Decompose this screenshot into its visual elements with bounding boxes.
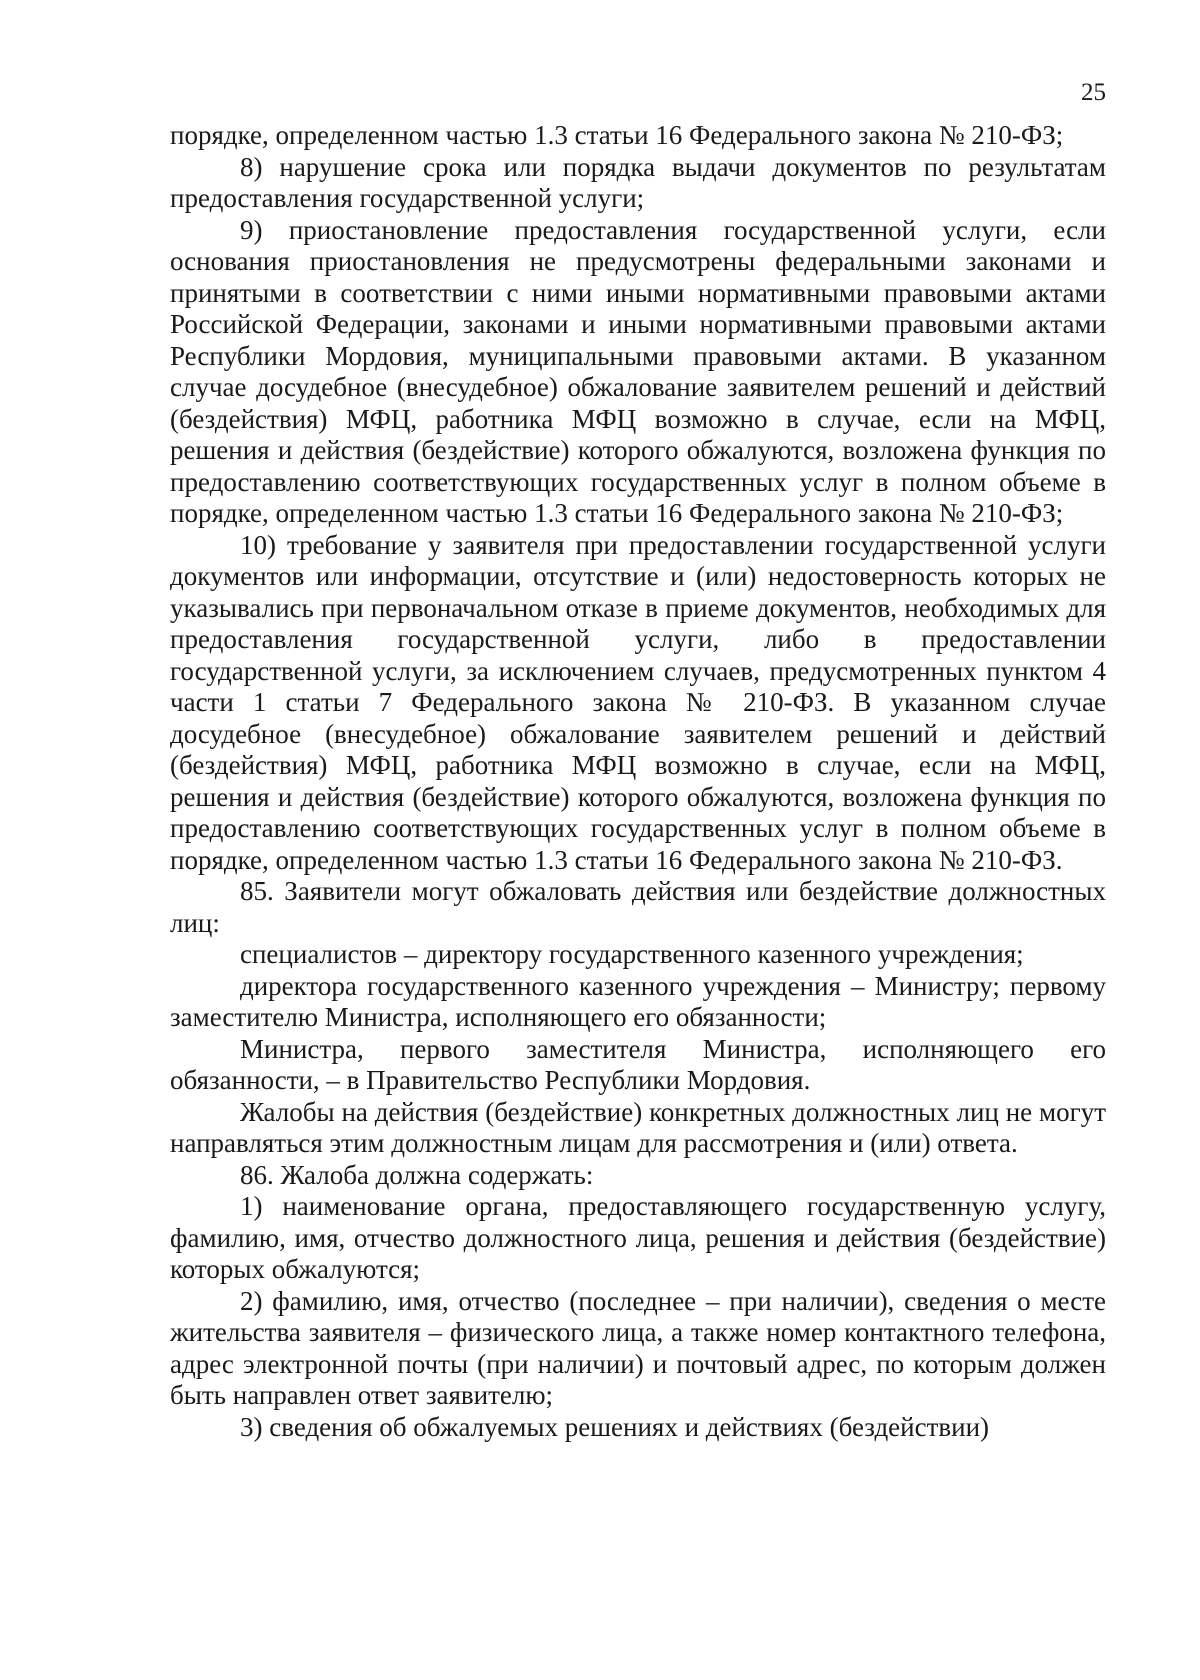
page-number: 25 bbox=[1081, 79, 1106, 106]
list-item-9: 9) приостановление предоставления государственной услуги, если основания приостановления не предусмотрены федеральными законами и принятыми в соответствии с ними иными нормативными правовыми актами Российской Федерации, законами и иными нормативными правовыми актами Республики Мордовия, муниципальными правовыми актами. В указанном случае досудебное (внесудебное) обжалование заявителем решений и действий (бездействия) МФЦ, работника МФЦ возможно в случае, если на МФЦ, решения и действия (бездействие) которого обжалуются, возложена функция по предоставлению соответствующих государственных услуг в полном объеме в порядке, определенном частью 1.3 статьи 16 Федерального закона № 210-ФЗ; bbox=[170, 214, 1106, 528]
list-item-8: 8) нарушение срока или порядка выдачи документов по результатам предоставления государственной услуги; bbox=[170, 151, 1106, 213]
clause-85: 85. Заявители могут обжаловать действия или бездействие должностных лиц: bbox=[170, 876, 1106, 938]
list-item-10: 10) требование у заявителя при предоставлении государственной услуги документов или информации, отсутствие и (или) недостоверность которых не указывались при первоначальном отказе в приеме документов, необходимых для предоставления государственной услуги, либо в предоставлении государственной услуги, за исключением случаев, предусмотренных пунктом 4 части 1 статьи 7 Федерального закона № 210-ФЗ. В указанном случае досудебное (внесудебное) обжалование заявителем решений и действий (бездействия) МФЦ, работника МФЦ возможно в случае, если на МФЦ, решения и действия (бездействие) которого обжалуются, возложена функция по предоставлению соответствующих государственных услуг в полном объеме в порядке, определенном частью 1.3 статьи 16 Федерального закона № 210-ФЗ. bbox=[170, 529, 1106, 875]
clause-86-item-1: 1) наименование органа, предоставляющего государственную услугу, фамилию, имя, отчество должностного лица, решения и действия (бездействие) которых обжалуются; bbox=[170, 1191, 1106, 1284]
clause-85-minister: Министра, первого заместителя Министра, исполняющего его обязанности, – в Правительство Республики Мордовия. bbox=[170, 1033, 1106, 1095]
clause-86-item-2: 2) фамилию, имя, отчество (последнее – при наличии), сведения о месте жительства заявителя – физического лица, а также номер контактного телефона, адрес электронной почты (при наличии) и почтовый адрес, по которым должен быть направлен ответ заявителю; bbox=[170, 1285, 1106, 1410]
complaints-restriction: Жалобы на действия (бездействие) конкретных должностных лиц не могут направляться этим должностным лицам для рассмотрения и (или) ответа. bbox=[170, 1096, 1106, 1158]
clause-85-specialists: специалистов – директору государственного казенного учреждения; bbox=[240, 939, 1024, 969]
document-body bbox=[170, 120, 1106, 1443]
clause-85-director: директора государственного казенного учреждения – Министру; первому заместителю Министра, исполняющего его обязанности; bbox=[170, 970, 1106, 1032]
clause-86-item-3: 3) сведения об обжалуемых решениях и действиях (бездействии) bbox=[240, 1411, 990, 1442]
paragraph-continuation: порядке, определенном частью 1.3 статьи 16 Федерального закона № 210-ФЗ; bbox=[170, 120, 1064, 150]
clause-86: 86. Жалоба должна содержать: bbox=[240, 1159, 594, 1190]
